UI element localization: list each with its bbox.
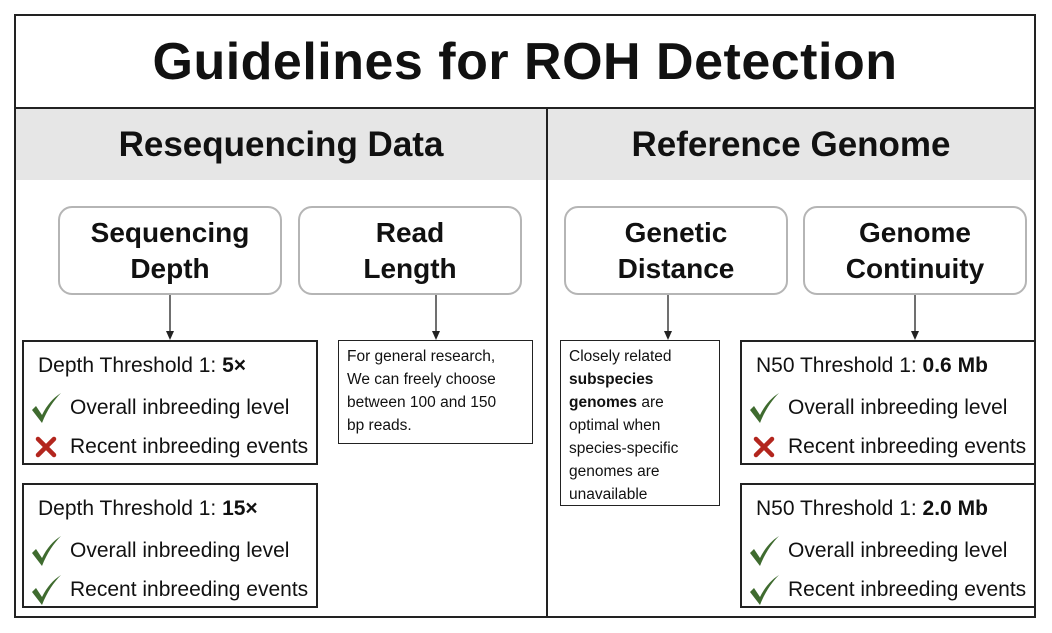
threshold-header	[38, 354, 316, 378]
threshold-separator: :	[210, 497, 223, 520]
threshold-separator: :	[210, 354, 223, 377]
factor-line: Read	[375, 216, 445, 248]
threshold-value: 15×	[222, 497, 258, 520]
note-line: We can freely choose	[347, 371, 496, 388]
note-line: bp reads.	[347, 417, 412, 434]
checkmark-icon	[748, 574, 780, 606]
note-emphasis: genomes	[569, 394, 638, 411]
threshold-separator: :	[910, 354, 923, 377]
criterion-row	[30, 429, 316, 465]
note-line: optimal when	[569, 417, 661, 434]
threshold-separator: :	[910, 497, 923, 520]
arrow-down-icon	[430, 295, 442, 341]
arrow-down-icon	[662, 295, 674, 341]
factor-read-length	[298, 206, 522, 295]
criterion-text: Overall inbreeding level	[70, 396, 290, 419]
section-heading-reference: Reference Genome	[548, 109, 1034, 180]
threshold-header	[38, 497, 316, 521]
n50-threshold-box-1	[740, 340, 1036, 465]
cross-icon	[748, 431, 780, 463]
criterion-row	[748, 390, 1034, 426]
factor-line: Length	[363, 252, 457, 284]
factor-genetic-distance	[564, 206, 788, 295]
factor-line: Continuity	[845, 252, 985, 284]
note-line: species-specific	[569, 440, 679, 457]
criterion-text: Recent inbreeding events	[70, 578, 309, 601]
threshold-label: Depth Threshold 1	[38, 497, 211, 520]
note-line: Closely related	[569, 348, 672, 365]
note-line: are	[637, 394, 664, 411]
factor-line: Genetic	[624, 216, 728, 248]
threshold-header	[756, 354, 1034, 378]
checkmark-icon	[30, 392, 62, 424]
factor-sequencing-depth	[58, 206, 282, 295]
criterion-text: Recent inbreeding events	[70, 435, 309, 458]
factor-line: Distance	[617, 252, 735, 284]
factor-line: Depth	[130, 252, 210, 284]
arrow-down-icon	[909, 295, 921, 341]
note-line: between 100 and 150	[347, 394, 497, 411]
criterion-text: Recent inbreeding events	[788, 578, 1027, 601]
note-emphasis: subspecies	[569, 371, 654, 388]
threshold-header	[756, 497, 1034, 521]
threshold-label: N50 Threshold 1	[756, 497, 911, 520]
criterion-text: Recent inbreeding events	[788, 435, 1027, 458]
criterion-text: Overall inbreeding level	[70, 539, 290, 562]
threshold-value: 2.0 Mb	[922, 497, 988, 520]
cross-icon	[30, 431, 62, 463]
note-line: genomes are	[569, 463, 660, 480]
checkmark-icon	[748, 392, 780, 424]
section-divider	[546, 109, 548, 616]
criterion-row	[748, 533, 1034, 569]
criterion-row	[30, 533, 316, 569]
note-line: For general research,	[347, 348, 496, 365]
criterion-row	[30, 572, 316, 608]
checkmark-icon	[748, 535, 780, 567]
criterion-text: Overall inbreeding level	[788, 396, 1008, 419]
criterion-row	[748, 429, 1034, 465]
depth-threshold-box-2	[22, 483, 318, 608]
factor-line: Sequencing	[90, 216, 250, 248]
genetic-distance-note	[560, 340, 720, 506]
factor-line: Genome	[858, 216, 971, 248]
n50-threshold-box-2	[740, 483, 1036, 608]
factor-genome-continuity	[803, 206, 1027, 295]
section-heading-resequencing: Resequencing Data	[16, 109, 546, 180]
checkmark-icon	[30, 574, 62, 606]
threshold-label: Depth Threshold 1	[38, 354, 211, 377]
arrow-down-icon	[164, 295, 176, 341]
criterion-row	[748, 572, 1034, 608]
checkmark-icon	[30, 535, 62, 567]
threshold-value: 5×	[222, 354, 247, 377]
threshold-value: 0.6 Mb	[922, 354, 988, 377]
criterion-text: Overall inbreeding level	[788, 539, 1008, 562]
diagram-title: Guidelines for ROH Detection	[152, 32, 898, 91]
read-length-note	[338, 340, 533, 444]
threshold-label: N50 Threshold 1	[756, 354, 911, 377]
note-line: unavailable	[569, 486, 648, 503]
criterion-row	[30, 390, 316, 426]
depth-threshold-box-1	[22, 340, 318, 465]
